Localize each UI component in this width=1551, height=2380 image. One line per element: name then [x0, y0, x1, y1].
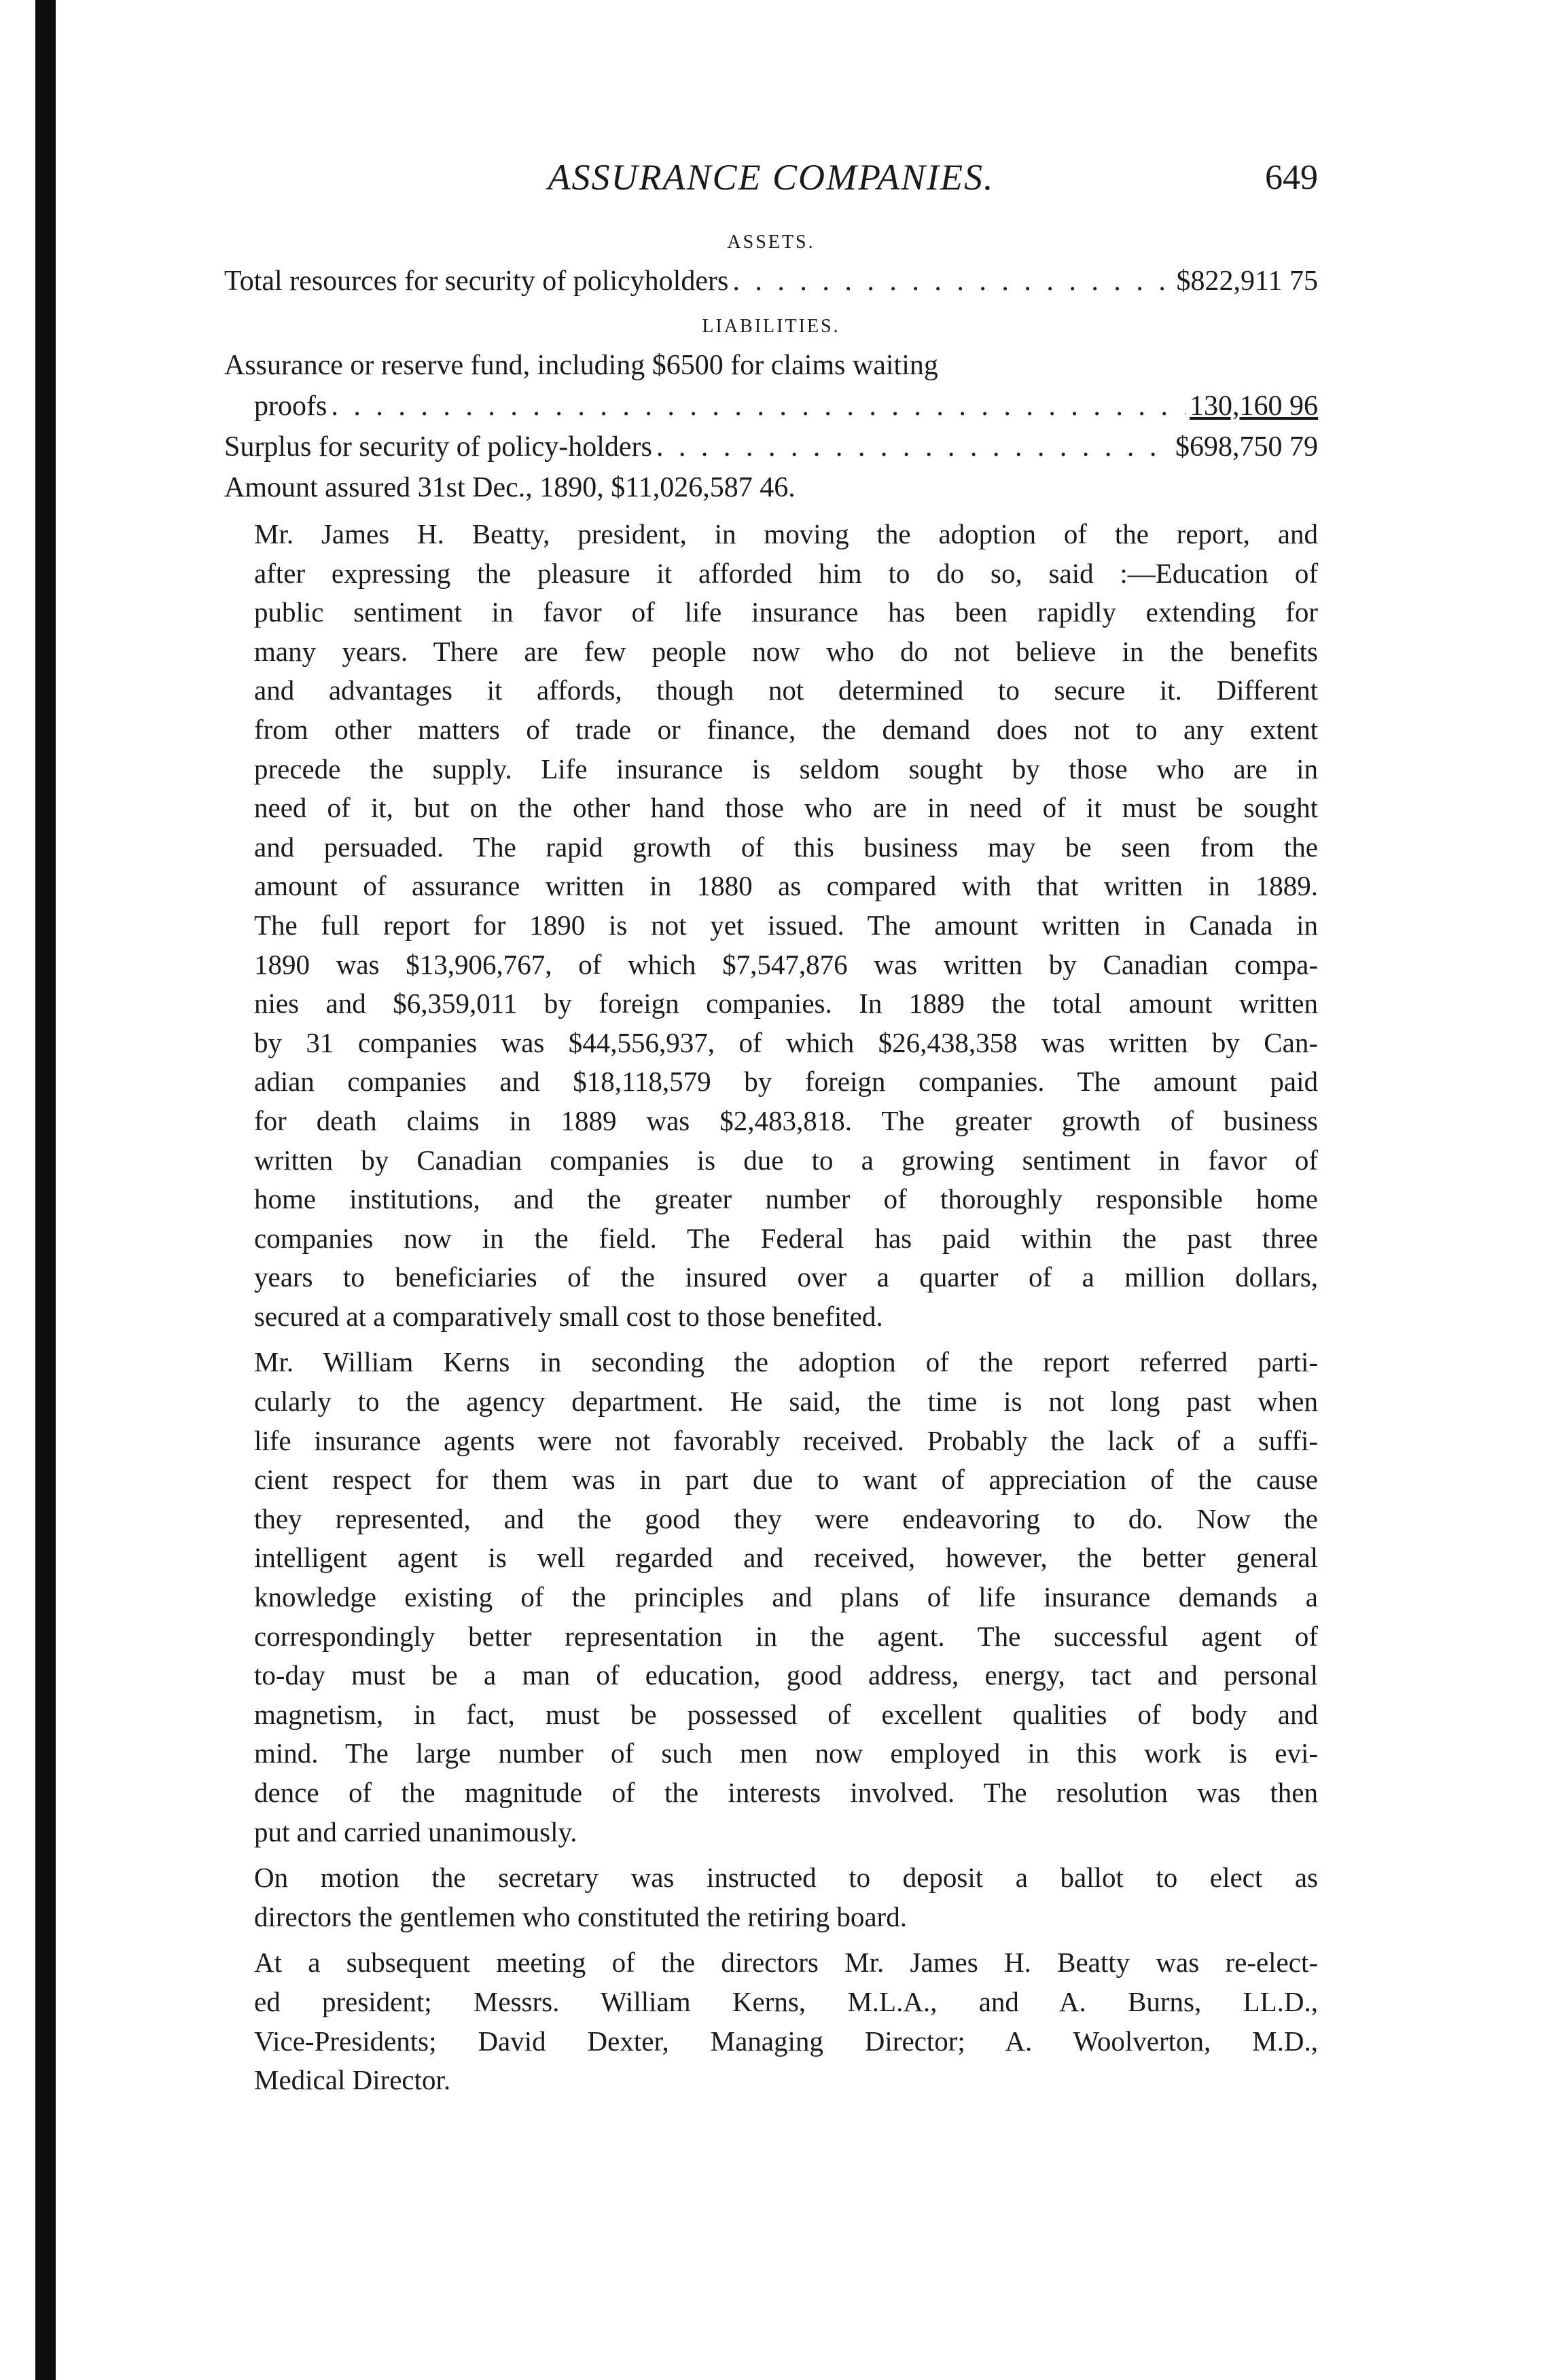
surplus-amount: $698,750 79 — [1175, 431, 1318, 463]
running-head — [224, 156, 1318, 217]
surplus-row — [224, 427, 1318, 467]
text-line: Mr. James H. Beatty, president, in moving the adoption of the report, and — [254, 518, 1318, 549]
text-line: by 31 companies was $44,556,937, of which $26,438,358 was written by Can- — [254, 1026, 1318, 1058]
text-line: years to beneficiaries of the insured over a quarter of a million dollars, — [254, 1261, 1318, 1293]
assets-heading: ASSETS. — [727, 232, 815, 253]
text-line: to-day must be a man of education, good address, energy, tact and personal — [254, 1659, 1318, 1691]
reserve-row — [224, 386, 1318, 427]
assets-total-label: Total resources for security of policyholders — [224, 266, 729, 297]
text-line: companies now in the field. The Federal has paid within the past three — [254, 1222, 1318, 1254]
text-line: precede the supply. Life insurance is seldom sought by those who are in — [254, 753, 1318, 785]
paragraph-ballot — [224, 1858, 1318, 1936]
text-line: public sentiment in favor of life insurance has been rapidly extending for — [254, 596, 1318, 628]
text-line: and advantages it affords, though not determined to secure it. Different — [254, 674, 1318, 706]
book-spine-shadow — [35, 0, 56, 2380]
text-line: home institutions, and the greater number of thoroughly responsible home — [254, 1183, 1318, 1215]
text-line: need of it, but on the other hand those who are in need of it must be sought — [254, 792, 1318, 824]
text-line: Vice-Presidents; David Dexter, Managing Director; A. Woolverton, M.D., — [254, 2025, 1318, 2057]
text-line: nies and $6,359,011 by foreign companies. In 1889 the total amount written — [254, 988, 1318, 1020]
leader-dots — [732, 261, 1172, 302]
text-line: and persuaded. The rapid growth of this business may be seen from the — [254, 831, 1318, 863]
text-line: Medical Director. — [254, 2064, 451, 2096]
reserve-label-line-1: Assurance or reserve fund, including $6500 for claims waiting — [224, 350, 938, 381]
text-line: mind. The large number of such men now employed in this work is evi- — [254, 1737, 1318, 1769]
paragraph-meeting — [224, 1943, 1318, 2099]
amount-assured: Amount assured 31st Dec., 1890, $11,026,587 46. — [224, 472, 796, 503]
text-line: they represented, and the good they were endeavoring to do. Now the — [254, 1502, 1318, 1534]
text-line: written by Canadian companies is due to a growing sentiment in favor of — [254, 1144, 1318, 1176]
text-line: secured at a comparatively small cost to those benefited. — [254, 1300, 883, 1332]
surplus-label: Surplus for security of policy-holders — [224, 431, 652, 463]
text-line: knowledge existing of the principles and plans of life insurance demands a — [254, 1581, 1318, 1613]
running-title: ASSURANCE COMPANIES. — [548, 157, 995, 198]
text-line: cient respect for them was in part due to want of appreciation of the cause — [254, 1464, 1318, 1496]
leader-dots — [331, 386, 1185, 427]
text-line: On motion the secretary was instructed to deposit a ballot to elect as — [254, 1862, 1318, 1894]
reserve-amount: 130,160 96 — [1190, 391, 1318, 422]
text-line: adian companies and $18,118,579 by foreign companies. The amount paid — [254, 1066, 1318, 1098]
page-number: 649 — [1265, 158, 1318, 197]
text-line: for death claims in 1889 was $2,483,818. The greater growth of business — [254, 1104, 1318, 1136]
text-line: Mr. William Kerns in seconding the adoption of the report referred parti- — [254, 1346, 1318, 1378]
paragraph-beatty — [224, 515, 1318, 1336]
liabilities-heading: LIABILITIES. — [702, 316, 840, 337]
text-line: 1890 was $13,906,767, of which $7,547,876 was written by Canadian compa- — [254, 948, 1318, 980]
assets-total-amount: $822,911 75 — [1176, 266, 1318, 297]
text-line: magnetism, in fact, must be possessed of excellent qualities of body and — [254, 1698, 1318, 1730]
page-content — [224, 156, 1318, 2100]
text-line: ed president; Messrs. William Kerns, M.L.A., and A. Burns, LL.D., — [254, 1985, 1318, 2017]
paragraph-kerns — [224, 1343, 1318, 1852]
leader-dots — [656, 427, 1171, 467]
text-line: cularly to the agency department. He said, the time is not long past when — [254, 1386, 1318, 1418]
text-line: from other matters of trade or finance, the demand does not to any extent — [254, 713, 1318, 745]
text-line: intelligent agent is well regarded and received, however, the better general — [254, 1542, 1318, 1574]
text-line: amount of assurance written in 1880 as compared with that written in 1889. — [254, 870, 1318, 902]
text-line: dence of the magnitude of the interests involved. The resolution was then — [254, 1777, 1318, 1808]
text-line: correspondingly better representation in the agent. The successful agent of — [254, 1620, 1318, 1652]
text-line: directors the gentlemen who constituted the retiring board. — [254, 1900, 907, 1932]
text-line: after expressing the pleasure it afforded him to do so, said :—Education of — [254, 557, 1318, 589]
text-line: life insurance agents were not favorably received. Probably the lack of a suffi- — [254, 1424, 1318, 1456]
text-line: The full report for 1890 is not yet issued. The amount written in Canada in — [254, 909, 1318, 941]
text-line: put and carried unanimously. — [254, 1816, 577, 1847]
reserve-label-line-2: proofs — [254, 391, 327, 422]
assets-total-row — [224, 261, 1318, 302]
text-line: At a subsequent meeting of the directors Mr. James H. Beatty was re-elect- — [254, 1947, 1318, 1979]
text-line: many years. There are few people now who do not believe in the benefits — [254, 635, 1318, 667]
